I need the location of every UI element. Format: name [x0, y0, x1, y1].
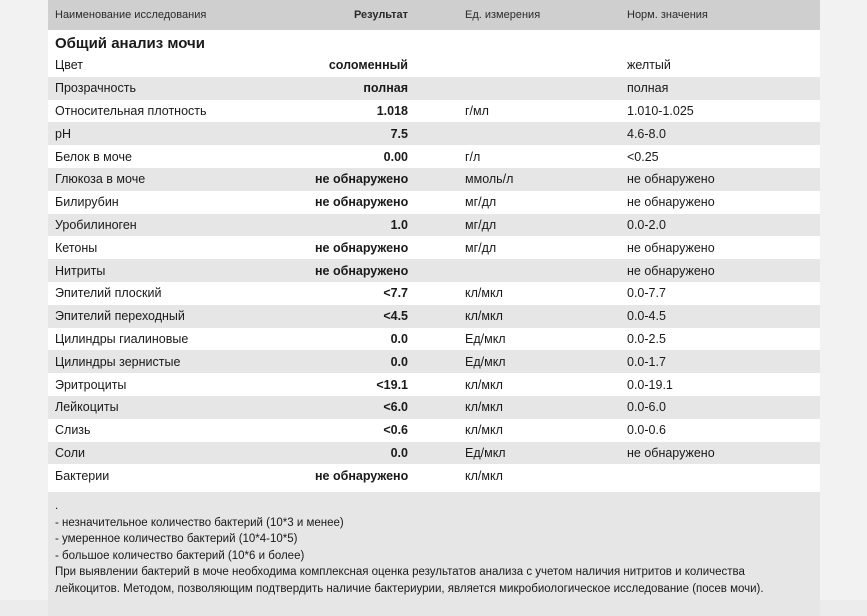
cell-result: <7.7: [308, 282, 458, 305]
table-row: [48, 419, 820, 442]
cell-result: полная: [308, 77, 458, 100]
table-row: [48, 442, 820, 465]
cell-unit: г/л: [458, 145, 620, 168]
table-row: [48, 464, 820, 487]
cell-norm: 0.0-7.7: [620, 282, 820, 305]
cell-unit: [458, 259, 620, 282]
cell-unit: Ед/мкл: [458, 328, 620, 351]
cell-norm: [620, 464, 820, 487]
cell-norm: желтый: [620, 54, 820, 77]
table-row: [48, 77, 820, 100]
cell-name: Соли: [48, 442, 308, 465]
cell-norm: не обнаружено: [620, 191, 820, 214]
cell-norm: не обнаружено: [620, 236, 820, 259]
report-sheet: [48, 0, 820, 600]
cell-unit: [458, 122, 620, 145]
cell-name: Кетоны: [48, 236, 308, 259]
cell-unit: мг/дл: [458, 214, 620, 237]
cell-unit: Ед/мкл: [458, 350, 620, 373]
notes-block: [48, 492, 820, 616]
cell-norm: не обнаружено: [620, 259, 820, 282]
table-row: [48, 259, 820, 282]
cell-unit: кл/мкл: [458, 396, 620, 419]
section-title: Общий анализ мочи: [48, 30, 820, 54]
cell-name: Эпителий плоский: [48, 282, 308, 305]
cell-norm: полная: [620, 77, 820, 100]
cell-name: Билирубин: [48, 191, 308, 214]
cell-unit: кл/мкл: [458, 282, 620, 305]
table-header: [48, 0, 820, 30]
table-row: [48, 100, 820, 123]
cell-name: Эпителий переходный: [48, 305, 308, 328]
table-row: [48, 122, 820, 145]
cell-unit: г/мл: [458, 100, 620, 123]
header-norm: Норм. значения: [620, 0, 820, 30]
section-title-row: [48, 30, 820, 54]
cell-unit: кл/мкл: [458, 419, 620, 442]
cell-norm: 1.010-1.025: [620, 100, 820, 123]
cell-name: Нитриты: [48, 259, 308, 282]
cell-name: Глюкоза в моче: [48, 168, 308, 191]
page-margin-left: [0, 0, 48, 600]
header-name: Наименование исследования: [48, 0, 308, 30]
cell-norm: 0.0-2.5: [620, 328, 820, 351]
cell-norm: 0.0-2.0: [620, 214, 820, 237]
table-row: [48, 145, 820, 168]
cell-unit: [458, 54, 620, 77]
cell-unit: ммоль/л: [458, 168, 620, 191]
cell-norm: 0.0-4.5: [620, 305, 820, 328]
cell-norm: 0.0-0.6: [620, 419, 820, 442]
cell-norm: 4.6-8.0: [620, 122, 820, 145]
cell-result: не обнаружено: [308, 236, 458, 259]
cell-name: Бактерии: [48, 464, 308, 487]
note-line: лейкоцитов. Методом, позволяющим подтвердить наличие бактериурии, является микробиологическое исследование (посев мочи).: [55, 582, 764, 595]
cell-norm: 0.0-19.1: [620, 373, 820, 396]
cell-unit: кл/мкл: [458, 373, 620, 396]
cell-result: 1.018: [308, 100, 458, 123]
cell-name: pH: [48, 122, 308, 145]
results-table: [48, 0, 820, 487]
cell-result: <0.6: [308, 419, 458, 442]
cell-name: Белок в моче: [48, 145, 308, 168]
cell-norm: 0.0-6.0: [620, 396, 820, 419]
table-row: [48, 191, 820, 214]
cell-norm: не обнаружено: [620, 442, 820, 465]
cell-name: Лейкоциты: [48, 396, 308, 419]
cell-result: 0.0: [308, 350, 458, 373]
cell-norm: 0.0-1.7: [620, 350, 820, 373]
cell-unit: мг/дл: [458, 191, 620, 214]
cell-result: 7.5: [308, 122, 458, 145]
table-row: [48, 168, 820, 191]
cell-result: не обнаружено: [308, 191, 458, 214]
cell-unit: кл/мкл: [458, 305, 620, 328]
note-line: - большое количество бактерий (10*6 и более): [55, 549, 305, 562]
note-line: - незначительное количество бактерий (10*3 и менее): [55, 516, 344, 529]
table-row: [48, 328, 820, 351]
table-row: [48, 396, 820, 419]
cell-norm: <0.25: [620, 145, 820, 168]
cell-result: не обнаружено: [308, 259, 458, 282]
note-line: - умеренное количество бактерий (10*4-10*5): [55, 533, 298, 546]
table-row: [48, 350, 820, 373]
table-row: [48, 236, 820, 259]
cell-name: Эритроциты: [48, 373, 308, 396]
cell-unit: Ед/мкл: [458, 442, 620, 465]
cell-unit: мг/дл: [458, 236, 620, 259]
header-result: Результат: [308, 0, 458, 30]
table-row: [48, 54, 820, 77]
cell-result: не обнаружено: [308, 168, 458, 191]
cell-name: Цвет: [48, 54, 308, 77]
cell-name: Относительная плотность: [48, 100, 308, 123]
table-row: [48, 305, 820, 328]
cell-name: Прозрачность: [48, 77, 308, 100]
cell-unit: кл/мкл: [458, 464, 620, 487]
page-margin-right: [820, 0, 867, 600]
cell-result: не обнаружено: [308, 464, 458, 487]
cell-result: соломенный: [308, 54, 458, 77]
table-row: [48, 282, 820, 305]
cell-result: 0.00: [308, 145, 458, 168]
header-unit: Ед. измерения: [458, 0, 620, 30]
cell-result: 0.0: [308, 442, 458, 465]
cell-name: Цилиндры зернистые: [48, 350, 308, 373]
note-line: При выявлении бактерий в моче необходима комплексная оценка результатов анализа с учетом наличия нитритов и количества: [55, 566, 745, 579]
cell-result: <4.5: [308, 305, 458, 328]
cell-result: 0.0: [308, 328, 458, 351]
cell-result: <19.1: [308, 373, 458, 396]
cell-unit: [458, 77, 620, 100]
table-row: [48, 214, 820, 237]
table-row: [48, 373, 820, 396]
note-line: .: [55, 500, 59, 513]
cell-result: 1.0: [308, 214, 458, 237]
cell-norm: не обнаружено: [620, 168, 820, 191]
cell-name: Цилиндры гиалиновые: [48, 328, 308, 351]
cell-name: Слизь: [48, 419, 308, 442]
cell-name: Уробилиноген: [48, 214, 308, 237]
cell-result: <6.0: [308, 396, 458, 419]
